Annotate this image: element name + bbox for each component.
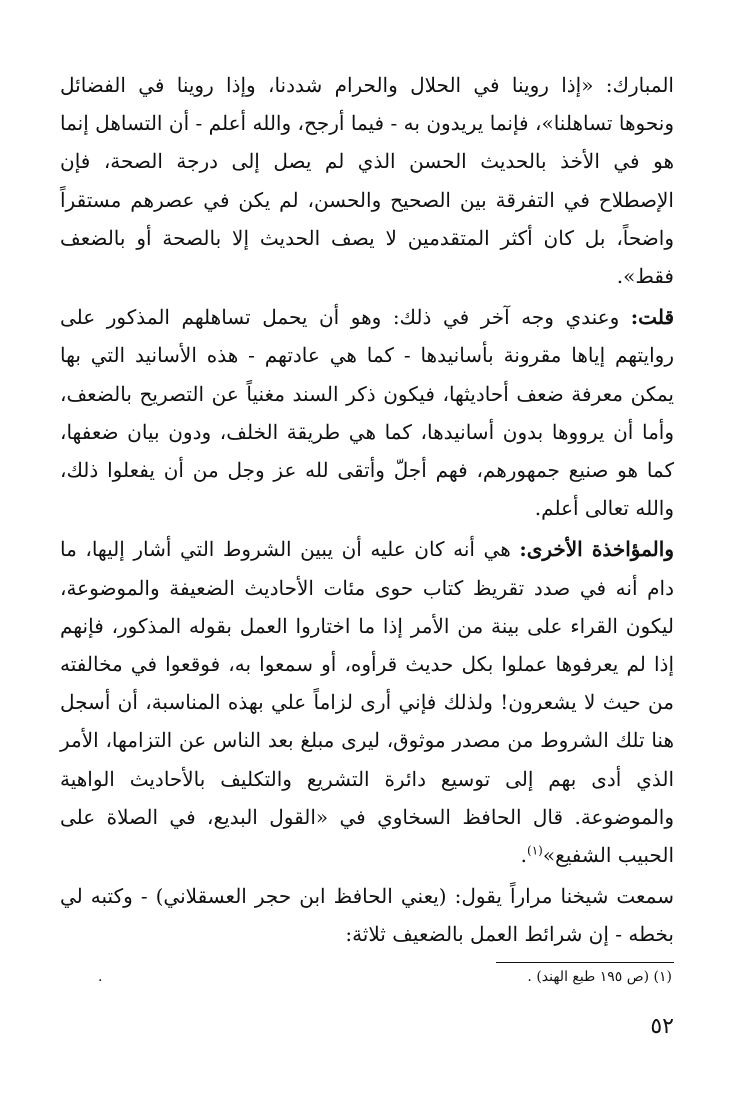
main-text bbox=[60, 66, 674, 957]
paragraph-text: المبارك: «إذا روينا في الحلال والحرام شددنا، وإذا روينا في الفضائل ونحوها تساهلنا»، فإنما يريدون به - فيما أرجح، والله أعلم - أن التساهل إنما هو في الأخذ بالحديث الحسن الذي لم يصل إلى درجة الصحة، فإن الإصطلاح في التفرقة بين الصحيح والحسن، لم يكن في عصرهم مستقراً واضحاً، بل كان أكثر المتقدمين لا يصف الحديث إلا بالصحة أو بالضعف فقط». bbox=[60, 73, 674, 289]
footnote: (١) (ص ١٩٥ طبع الهند) . bbox=[527, 969, 672, 985]
paragraph-1 bbox=[60, 66, 674, 295]
footnote-divider bbox=[496, 962, 674, 963]
footnote-reference[interactable]: (١) bbox=[527, 843, 543, 858]
paragraph-text: سمعت شيخنا مراراً يقول: (يعني الحافظ ابن حجر العسقلاني) - وكتبه لي بخطه - إن شرائط العمل بالضعيف ثلاثة: bbox=[60, 884, 674, 947]
footnote-trailing-mark: . bbox=[98, 969, 103, 985]
paragraph-2 bbox=[60, 298, 674, 527]
paragraph-3 bbox=[60, 530, 674, 874]
paragraph-lead: قلت: bbox=[630, 305, 674, 330]
paragraph-end-mark: . bbox=[520, 843, 528, 868]
paragraph-lead: والمؤاخذة الأخرى: bbox=[519, 537, 674, 562]
paragraph-4 bbox=[60, 877, 674, 953]
page-number: ٥٢ bbox=[650, 1014, 674, 1039]
paragraph-text: وعندي وجه آخر في ذلك: وهو أن يحمل تساهلهم المذكور على روايتهم إياها مقرونة بأسانيدها - كما هي عادتهم - هذه الأسانيد التي بها يمكن معرفة ضعف أحاديثها، فيكون ذكر السند مغنياً عن التصريح بالضعف، وأما أن يرووها بدون أسانيدها، كما هي طريقة الخلف، ودون بيان ضعفها، كما هو صنيع جمهورهم، فهم أجلّ وأتقى لله عز وجل من أن يفعلوا ذلك، والله تعالى أعلم. bbox=[60, 305, 674, 521]
paragraph-text: هي أنه كان عليه أن يبين الشروط التي أشار إليها، ما دام أنه في صدد تقريظ كتاب حوى مئات الأحاديث الضعيفة والموضوعة، ليكون القراء على بينة من الأمر إذا ما اختاروا العمل بقوله المذكور، فإنهم إذا لم يعرفوها عملوا بكل حديث قرأوه، أو سمعوا به، فوقعوا في مخالفته من حيث لا يشعرون! ولذلك فإني أرى لزاماً علي بهذه المناسبة، أن أسجل هنا تلك الشروط من مصدر موثوق، ليرى مبلغ بعد الناس عن التزامها، الأمر الذي أدى بهم إلى توسيع دائرة التشريع والتكليف بالأحاديث الواهية والموضوعة. قال الحافظ السخاوي في «القول البديع، في الصلاة على الحبيب الشفيع» bbox=[60, 537, 674, 868]
